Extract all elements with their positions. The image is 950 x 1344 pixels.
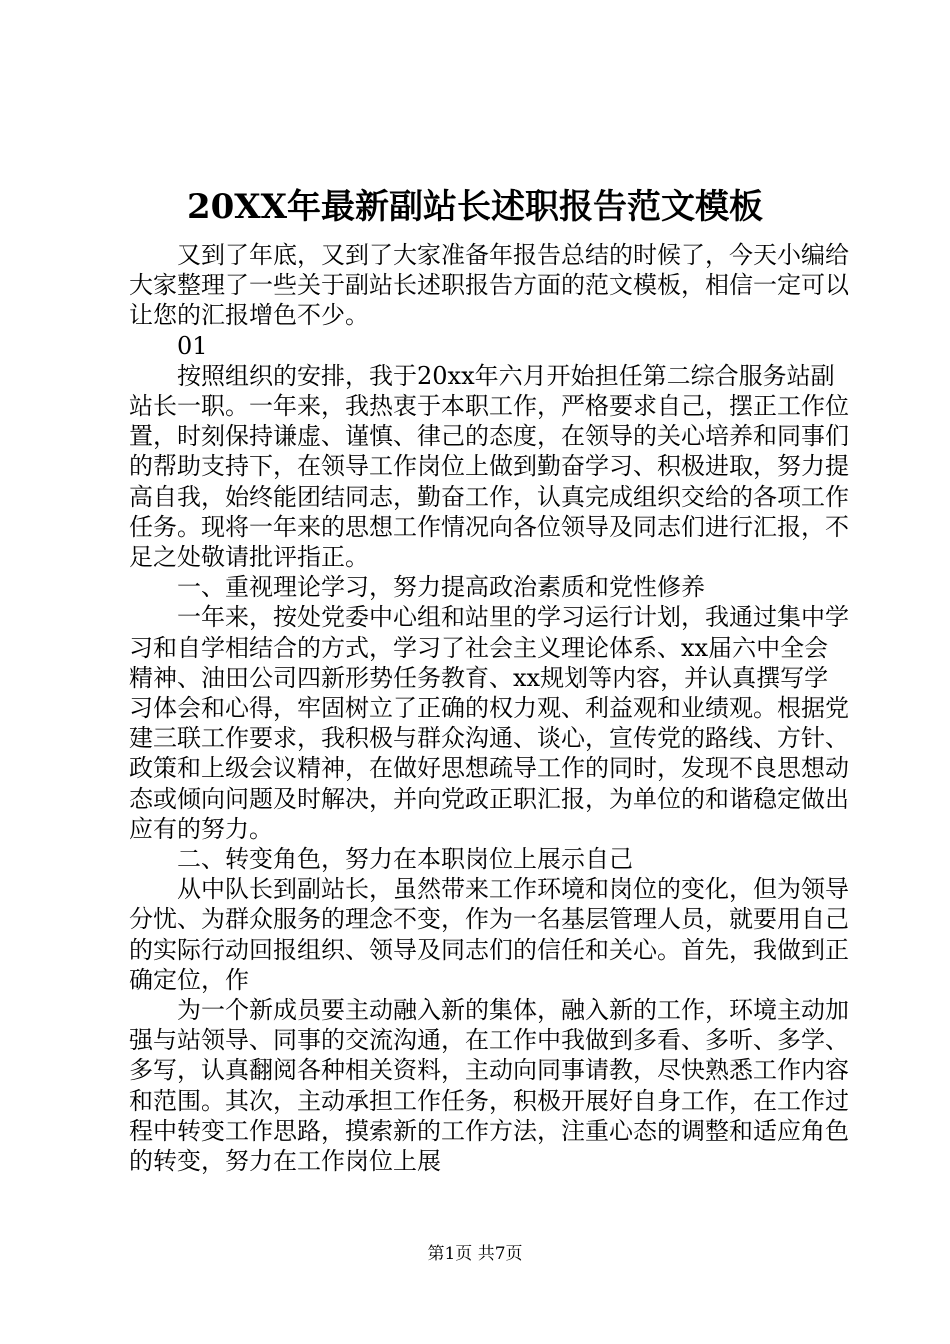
intro-paragraph: 又到了年底，又到了大家准备年报告总结的时候了，今天小编给大家整理了一些关于副站长述职报告方面的范文模板，相信一定可以让您的汇报增色不少。: [129, 241, 849, 330]
section-heading: 一、重视理论学习，努力提高政治素质和党性修养: [177, 573, 705, 602]
section-number: 01: [177, 331, 208, 360]
body-paragraph: 为一个新成员要主动融入新的集体，融入新的工作，环境主动加强与站领导、同事的交流沟通，在工作中我做到多看、多听、多学、多写，认真翻阅各种相关资料，主动向同事请教，尽快熟悉工作内容和范围。其次，主动承担工作任务，积极开展好自身工作，在工作过程中转变工作思路，摸索新的工作方法，注重心态的调整和适应角色的转变，努力在工作岗位上展: [129, 996, 849, 1176]
body-paragraph: 一年来，按处党委中心组和站里的学习运行计划，我通过集中学习和自学相结合的方式，学习了社会主义理论体系、xx届六中全会精神、油田公司四新形势任务教育、xx规划等内容，并认真撰写学习体会和心得，牢固树立了正确的权力观、利益观和业绩观。根据党建三联工作要求，我积极与群众沟通、谈心，宣传党的路线、方针、政策和上级会议精神，在做好思想疏导工作的同时，发现不良思想动态或倾向问题及时解决，并向党政正职汇报，为单位的和谐稳定做出应有的努力。: [129, 603, 849, 843]
section-heading: 二、转变角色，努力在本职岗位上展示自己: [177, 845, 633, 874]
document-body: [129, 240, 849, 1176]
page-footer: 第1页 共7页: [427, 1244, 523, 1264]
document-title: 20XX年最新副站长述职报告范文模板: [186, 187, 764, 227]
body-paragraph: 从中队长到副站长，虽然带来工作环境和岗位的变化，但为领导分忧、为群众服务的理念不变，作为一名基层管理人员，就要用自己的实际行动回报组织、领导及同志们的信任和关心。首先，我做到正确定位，作: [129, 875, 849, 994]
body-paragraph: 按照组织的安排，我于20xx年六月开始担任第二综合服务站副站长一职。一年来，我热衷于本职工作，严格要求自己，摆正工作位置，时刻保持谦虚、谨慎、律己的态度，在领导的关心培养和同事们的帮助支持下，在领导工作岗位上做到勤奋学习、积极进取，努力提高自我，始终能团结同志，勤奋工作，认真完成组织交给的各项工作任务。现将一年来的思想工作情况向各位领导及同志们进行汇报，不足之处敬请批评指正。: [129, 361, 849, 572]
